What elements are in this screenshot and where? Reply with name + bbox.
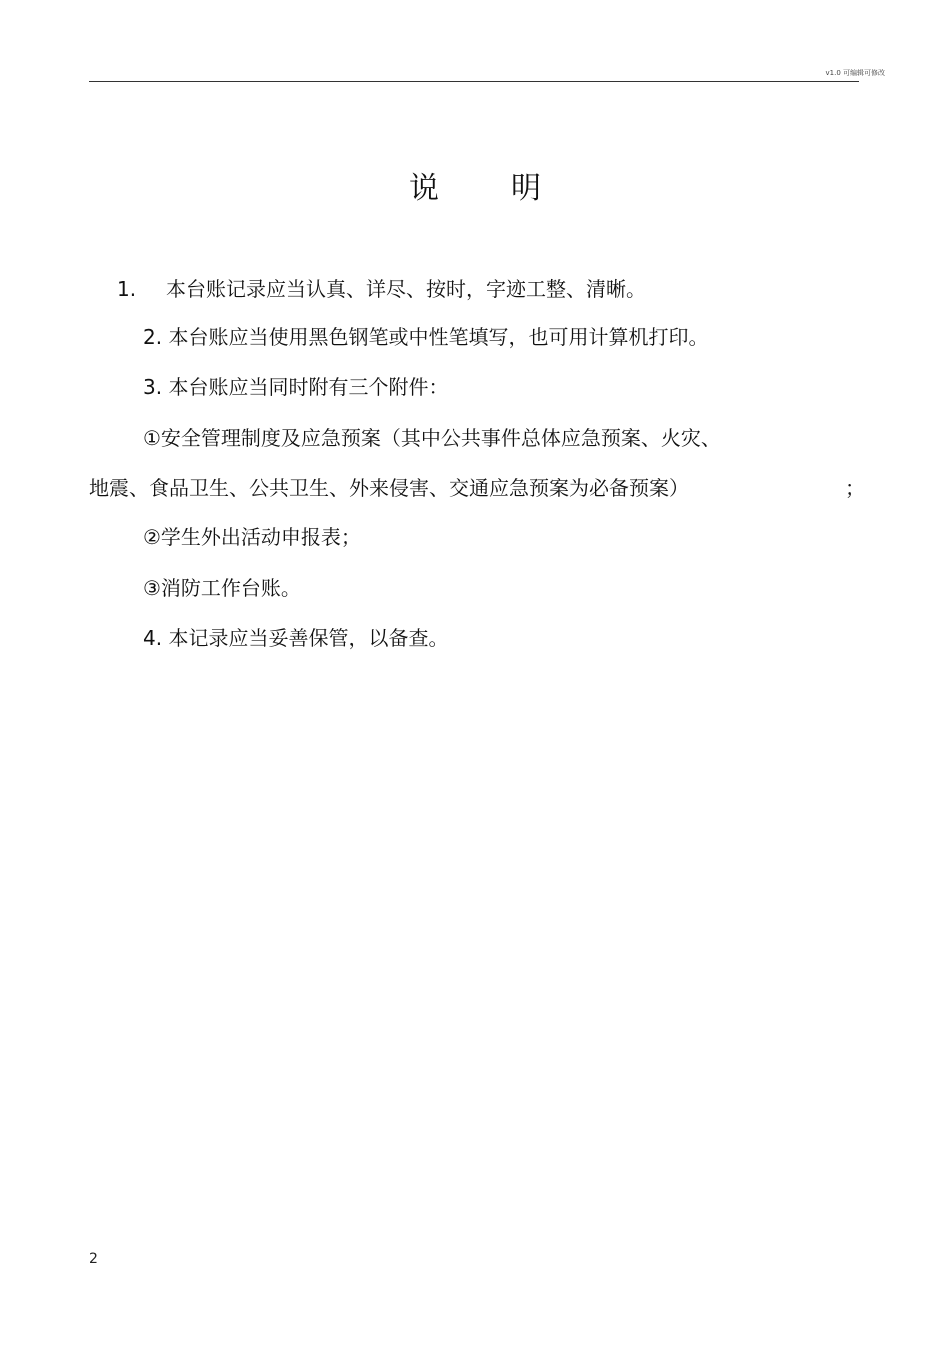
attachment-1-line-1: ①安全管理制度及应急预案（其中公共事件总体应急预案、火灾、 — [143, 426, 721, 450]
page-title: 说明 — [409, 171, 613, 206]
attachment-1-line-2: 地震、食品卫生、公共卫生、外来侵害、交通应急预案为必备预案） — [89, 476, 689, 500]
instruction-item-1 — [117, 275, 646, 303]
item-1-text: 本台账记录应当认真、详尽、按时，字迹工整、清晰。 — [166, 277, 646, 301]
attachment-2: ②学生外出活动申报表； — [143, 525, 361, 549]
item-1-number: 1. — [117, 277, 137, 301]
header-divider — [89, 81, 859, 82]
instruction-item-4: 4. 本记录应当妥善保管，以备查。 — [143, 626, 449, 650]
instruction-item-3: 3. 本台账应当同时附有三个附件： — [143, 375, 449, 399]
instruction-item-2: 2. 本台账应当使用黑色钢笔或中性笔填写，也可用计算机打印。 — [143, 325, 709, 349]
page-number: 2 — [89, 1251, 98, 1267]
attachment-1-end-punctuation: ； — [845, 476, 865, 500]
attachment-3: ③消防工作台账。 — [143, 576, 301, 600]
version-editable-tag: v1.0 可编辑可修改 — [825, 69, 885, 77]
